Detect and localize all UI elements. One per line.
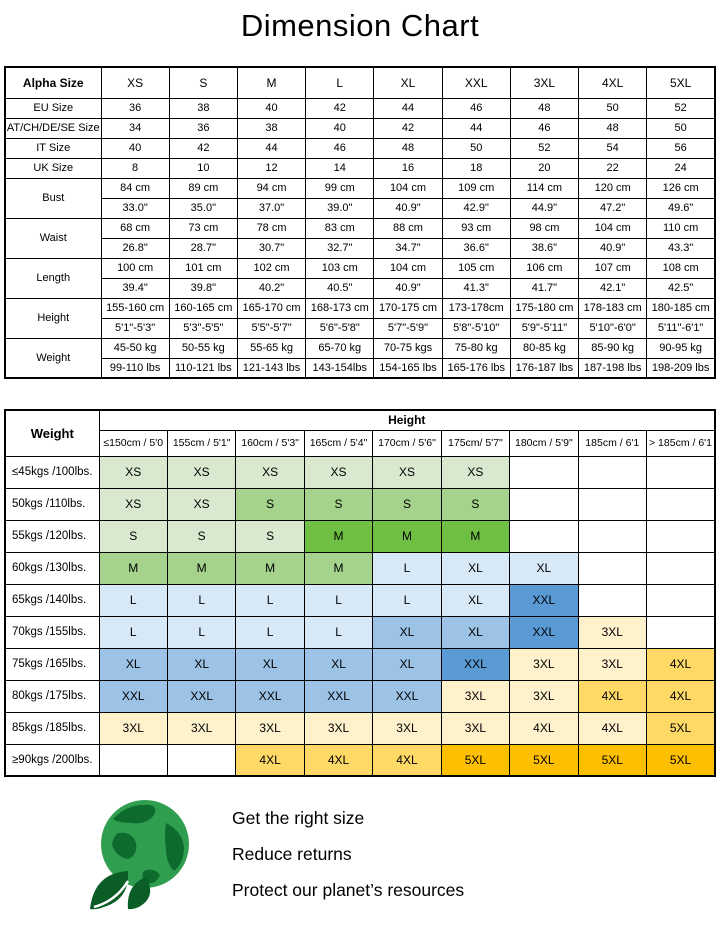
size-value: 42 (169, 138, 237, 158)
matrix-size-cell: L (99, 616, 167, 648)
size-row-label: UK Size (5, 158, 101, 178)
size-value: 12 (237, 158, 305, 178)
size-value: 98 cm (510, 218, 578, 238)
matrix-size-cell: 5XL (647, 712, 716, 744)
size-value: 35.0" (169, 198, 237, 218)
size-value: 42.9" (442, 198, 510, 218)
size-value: 104 cm (374, 178, 442, 198)
weight-row-label: 75kgs /165lbs. (5, 648, 99, 680)
matrix-size-cell: XXL (99, 680, 167, 712)
matrix-size-cell: 4XL (510, 712, 578, 744)
size-table (4, 66, 716, 379)
alpha-size-value: XXL (442, 67, 510, 98)
matrix-row (5, 552, 715, 584)
matrix-size-cell: XS (373, 456, 441, 488)
size-value: 39.4" (101, 278, 169, 298)
matrix-row (5, 584, 715, 616)
size-value: 22 (579, 158, 647, 178)
size-value: 40 (101, 138, 169, 158)
size-value: 46 (442, 98, 510, 118)
matrix-size-cell: 3XL (236, 712, 304, 744)
size-value: 39.0" (306, 198, 374, 218)
matrix-size-cell: 3XL (510, 680, 578, 712)
height-column-label: 165cm / 5'4" (304, 430, 372, 456)
matrix-size-cell: 4XL (373, 744, 441, 776)
weight-corner-label: Weight (5, 410, 99, 456)
size-value: 39.8" (169, 278, 237, 298)
size-value: 50-55 kg (169, 338, 237, 358)
size-value: 46 (510, 118, 578, 138)
matrix-row (5, 456, 715, 488)
size-row-label: EU Size (5, 98, 101, 118)
size-value: 40.9" (579, 238, 647, 258)
matrix-size-cell: 4XL (578, 712, 646, 744)
matrix-size-cell: L (167, 616, 235, 648)
height-column-label: > 185cm / 6'1 (647, 430, 716, 456)
size-value: 36 (101, 98, 169, 118)
size-row-label: Weight (5, 338, 101, 378)
matrix-columns-row (5, 430, 715, 456)
size-value: 154-165 lbs (374, 358, 442, 378)
size-value: 99 cm (306, 178, 374, 198)
matrix-size-cell: XS (167, 456, 235, 488)
size-value: 165-176 lbs (442, 358, 510, 378)
matrix-size-cell: XL (99, 648, 167, 680)
size-value: 160-165 cm (169, 298, 237, 318)
weight-row-label: 50kgs /110lbs. (5, 488, 99, 520)
matrix-size-cell: XXL (373, 680, 441, 712)
matrix-size-cell: 5XL (441, 744, 509, 776)
size-value: 89 cm (169, 178, 237, 198)
size-value: 38 (169, 98, 237, 118)
size-value: 68 cm (101, 218, 169, 238)
size-value: 85-90 kg (579, 338, 647, 358)
size-value: 52 (647, 98, 715, 118)
matrix-size-cell: 4XL (578, 680, 646, 712)
size-value: 110 cm (647, 218, 715, 238)
matrix-row (5, 488, 715, 520)
height-column-label: 160cm / 5'3" (236, 430, 304, 456)
matrix-size-cell (647, 520, 716, 552)
size-row-label: Length (5, 258, 101, 298)
size-value: 46 (306, 138, 374, 158)
matrix-size-cell (647, 456, 716, 488)
matrix-size-cell: XL (373, 648, 441, 680)
matrix-row (5, 648, 715, 680)
size-value: 43.3" (647, 238, 715, 258)
matrix-size-cell: L (304, 616, 372, 648)
height-column-label: 170cm / 5'6" (373, 430, 441, 456)
size-value: 178-183 cm (579, 298, 647, 318)
size-value: 36.6" (442, 238, 510, 258)
size-value: 88 cm (374, 218, 442, 238)
size-value: 14 (306, 158, 374, 178)
weight-row-label: 80kgs /175lbs. (5, 680, 99, 712)
size-value: 84 cm (101, 178, 169, 198)
alpha-size-row (5, 67, 715, 98)
size-value: 30.7" (237, 238, 305, 258)
size-row (5, 98, 715, 118)
matrix-header-row (5, 410, 715, 430)
size-value: 93 cm (442, 218, 510, 238)
size-value: 50 (579, 98, 647, 118)
matrix-size-cell: M (304, 520, 372, 552)
matrix-size-cell: XL (441, 584, 509, 616)
size-value: 104 cm (579, 218, 647, 238)
size-value: 42 (374, 118, 442, 138)
size-value: 198-209 lbs (647, 358, 715, 378)
matrix-size-cell: XXL (510, 584, 578, 616)
matrix-size-cell: XXL (304, 680, 372, 712)
size-row (5, 258, 715, 278)
height-column-label: 180cm / 5'9" (510, 430, 578, 456)
matrix-row (5, 680, 715, 712)
size-value: 56 (647, 138, 715, 158)
size-value: 120 cm (579, 178, 647, 198)
matrix-size-cell: M (236, 552, 304, 584)
size-value: 105 cm (442, 258, 510, 278)
matrix-size-cell (510, 456, 578, 488)
size-row (5, 278, 715, 298)
size-value: 100 cm (101, 258, 169, 278)
size-value: 42 (306, 98, 374, 118)
size-value: 40 (237, 98, 305, 118)
size-value: 42.5" (647, 278, 715, 298)
size-value: 8 (101, 158, 169, 178)
matrix-size-cell: L (167, 584, 235, 616)
matrix-size-cell: XS (99, 488, 167, 520)
size-value: 18 (442, 158, 510, 178)
size-value: 40.5" (306, 278, 374, 298)
size-value: 107 cm (579, 258, 647, 278)
size-value: 5'1"-5'3" (101, 318, 169, 338)
matrix-size-cell: 4XL (304, 744, 372, 776)
matrix-size-cell: L (304, 584, 372, 616)
height-column-label: 155cm / 5'1" (167, 430, 235, 456)
alpha-size-value: M (237, 67, 305, 98)
matrix-size-cell (647, 584, 716, 616)
size-value: 180-185 cm (647, 298, 715, 318)
matrix-size-cell: XS (304, 456, 372, 488)
matrix-size-cell: 3XL (99, 712, 167, 744)
size-row (5, 138, 715, 158)
size-row (5, 298, 715, 318)
size-value: 44.9" (510, 198, 578, 218)
matrix-size-cell (578, 584, 646, 616)
matrix-size-cell: 5XL (647, 744, 716, 776)
size-value: 5'8"-5'10" (442, 318, 510, 338)
matrix-size-cell: 3XL (441, 680, 509, 712)
matrix-size-cell: 4XL (647, 680, 716, 712)
size-value: 40 (306, 118, 374, 138)
matrix-size-cell (578, 520, 646, 552)
alpha-size-label: Alpha Size (5, 67, 101, 98)
page-title: Dimension Chart (240, 8, 480, 43)
matrix-table-body (5, 410, 715, 776)
matrix-size-cell: XL (167, 648, 235, 680)
size-value: 52 (510, 138, 578, 158)
size-row-label: IT Size (5, 138, 101, 158)
size-value: 10 (169, 158, 237, 178)
size-value: 80-85 kg (510, 338, 578, 358)
matrix-size-cell: 4XL (647, 648, 716, 680)
footer-taglines (232, 808, 464, 901)
size-value: 170-175 cm (374, 298, 442, 318)
size-row (5, 158, 715, 178)
matrix-size-cell: 4XL (236, 744, 304, 776)
matrix-size-cell (578, 488, 646, 520)
size-value: 40.2" (237, 278, 305, 298)
size-value: 104 cm (374, 258, 442, 278)
matrix-size-cell: XXL (510, 616, 578, 648)
size-row (5, 198, 715, 218)
size-value: 65-70 kg (306, 338, 374, 358)
matrix-size-cell: XXL (236, 680, 304, 712)
size-value: 5'3"-5'5" (169, 318, 237, 338)
matrix-size-cell: XL (304, 648, 372, 680)
size-value: 33.0" (101, 198, 169, 218)
alpha-size-value: L (306, 67, 374, 98)
size-value: 83 cm (306, 218, 374, 238)
height-header-label: Height (99, 410, 715, 430)
size-value: 126 cm (647, 178, 715, 198)
matrix-size-cell: XXL (441, 648, 509, 680)
matrix-size-cell (578, 456, 646, 488)
size-row (5, 318, 715, 338)
weight-row-label: 55kgs /120lbs. (5, 520, 99, 552)
matrix-size-cell: 3XL (578, 648, 646, 680)
matrix-size-cell: XS (99, 456, 167, 488)
matrix-size-cell: S (304, 488, 372, 520)
height-column-label: 185cm / 6'1 (578, 430, 646, 456)
size-value: 50 (442, 138, 510, 158)
weight-row-label: 85kgs /185lbs. (5, 712, 99, 744)
matrix-size-cell (647, 552, 716, 584)
matrix-size-cell: S (167, 520, 235, 552)
matrix-size-cell: XXL (167, 680, 235, 712)
matrix-size-cell: L (236, 616, 304, 648)
size-value: 24 (647, 158, 715, 178)
size-value: 38 (237, 118, 305, 138)
size-value: 34 (101, 118, 169, 138)
size-value: 44 (442, 118, 510, 138)
size-value: 50 (647, 118, 715, 138)
matrix-size-cell: L (99, 584, 167, 616)
matrix-size-cell: M (304, 552, 372, 584)
alpha-size-value: 4XL (579, 67, 647, 98)
size-value: 48 (579, 118, 647, 138)
size-value: 44 (374, 98, 442, 118)
size-value: 70-75 kgs (374, 338, 442, 358)
size-row-label: Height (5, 298, 101, 338)
size-value: 36 (169, 118, 237, 138)
matrix-size-cell: 3XL (304, 712, 372, 744)
size-value: 109 cm (442, 178, 510, 198)
size-value: 48 (510, 98, 578, 118)
matrix-size-cell: S (236, 488, 304, 520)
size-value: 155-160 cm (101, 298, 169, 318)
weight-row-label: 70kgs /155lbs. (5, 616, 99, 648)
matrix-size-cell: XS (167, 488, 235, 520)
size-value: 55-65 kg (237, 338, 305, 358)
matrix-size-cell: XL (510, 552, 578, 584)
size-row (5, 118, 715, 138)
footer-tagline-3: Protect our planet’s resources (232, 879, 465, 900)
size-row (5, 358, 715, 378)
size-value: 94 cm (237, 178, 305, 198)
size-value: 168-173 cm (306, 298, 374, 318)
matrix-row (5, 744, 715, 776)
size-value: 165-170 cm (237, 298, 305, 318)
size-value: 41.3" (442, 278, 510, 298)
size-row-label: Waist (5, 218, 101, 258)
size-value: 5'11"-6'1" (647, 318, 715, 338)
matrix-size-cell: S (99, 520, 167, 552)
footer-tagline-1: Get the right size (232, 807, 365, 828)
size-table-body (5, 67, 715, 378)
height-column-label: 175cm/ 5'7" (441, 430, 509, 456)
alpha-size-value: S (169, 67, 237, 98)
matrix-size-cell (578, 552, 646, 584)
size-value: 78 cm (237, 218, 305, 238)
matrix-size-cell: 3XL (373, 712, 441, 744)
size-value: 5'7"-5'9" (374, 318, 442, 338)
size-value: 40.9" (374, 278, 442, 298)
matrix-size-cell (647, 488, 716, 520)
matrix-row (5, 616, 715, 648)
size-value: 90-95 kg (647, 338, 715, 358)
size-value: 5'6"-5'8" (306, 318, 374, 338)
size-value: 54 (579, 138, 647, 158)
size-value: 102 cm (237, 258, 305, 278)
matrix-size-cell: S (373, 488, 441, 520)
size-value: 99-110 lbs (101, 358, 169, 378)
size-value: 42.1" (579, 278, 647, 298)
matrix-size-cell (510, 488, 578, 520)
matrix-size-cell: S (236, 520, 304, 552)
size-value: 173-178cm (442, 298, 510, 318)
size-row (5, 338, 715, 358)
size-row-label: Bust (5, 178, 101, 218)
size-value: 114 cm (510, 178, 578, 198)
size-value: 37.0" (237, 198, 305, 218)
size-value: 5'9"-5'11" (510, 318, 578, 338)
alpha-size-value: XS (101, 67, 169, 98)
matrix-size-cell: L (236, 584, 304, 616)
alpha-size-value: XL (374, 67, 442, 98)
size-value: 49.6" (647, 198, 715, 218)
matrix-size-cell: XS (236, 456, 304, 488)
matrix-size-cell: 5XL (578, 744, 646, 776)
matrix-size-cell: M (99, 552, 167, 584)
size-row-label: AT/CH/DE/SE Size (5, 118, 101, 138)
matrix-size-cell: M (373, 520, 441, 552)
size-value: 41.7" (510, 278, 578, 298)
size-value: 103 cm (306, 258, 374, 278)
size-value: 45-50 kg (101, 338, 169, 358)
matrix-size-cell (167, 744, 235, 776)
size-value: 101 cm (169, 258, 237, 278)
size-value: 40.9" (374, 198, 442, 218)
size-value: 176-187 lbs (510, 358, 578, 378)
matrix-size-cell: M (441, 520, 509, 552)
size-value: 187-198 lbs (579, 358, 647, 378)
matrix-size-cell (99, 744, 167, 776)
size-value: 16 (374, 158, 442, 178)
alpha-size-value: 3XL (510, 67, 578, 98)
size-value: 20 (510, 158, 578, 178)
size-row (5, 218, 715, 238)
matrix-size-cell: L (373, 552, 441, 584)
size-value: 108 cm (647, 258, 715, 278)
size-row (5, 238, 715, 258)
matrix-size-cell: XS (441, 456, 509, 488)
matrix-row (5, 520, 715, 552)
size-row (5, 178, 715, 198)
footer (88, 797, 720, 911)
size-value: 5'5"-5'7" (237, 318, 305, 338)
weight-row-label: ≤45kgs /100lbs. (5, 456, 99, 488)
size-value: 143-154lbs (306, 358, 374, 378)
height-weight-matrix-table (4, 409, 716, 777)
matrix-size-cell (647, 616, 716, 648)
matrix-size-cell (510, 520, 578, 552)
eco-globe-logo (88, 797, 194, 911)
matrix-size-cell: S (441, 488, 509, 520)
size-value: 26.8" (101, 238, 169, 258)
weight-row-label: 60kgs /130lbs. (5, 552, 99, 584)
matrix-size-cell: XL (236, 648, 304, 680)
size-value: 28.7" (169, 238, 237, 258)
size-value: 47.2" (579, 198, 647, 218)
matrix-row (5, 712, 715, 744)
matrix-size-cell: XL (441, 616, 509, 648)
size-value: 73 cm (169, 218, 237, 238)
matrix-size-cell: 3XL (578, 616, 646, 648)
size-value: 34.7" (374, 238, 442, 258)
matrix-size-cell: L (373, 584, 441, 616)
weight-row-label: 65kgs /140lbs. (5, 584, 99, 616)
height-column-label: ≤150cm / 5'0 (99, 430, 167, 456)
matrix-size-cell: 3XL (167, 712, 235, 744)
footer-tagline-2: Reduce returns (232, 843, 352, 864)
size-value: 75-80 kg (442, 338, 510, 358)
size-value: 5'10"-6'0" (579, 318, 647, 338)
matrix-size-cell: XL (441, 552, 509, 584)
size-value: 110-121 lbs (169, 358, 237, 378)
weight-row-label: ≥90kgs /200lbs. (5, 744, 99, 776)
size-value: 44 (237, 138, 305, 158)
matrix-size-cell: XL (373, 616, 441, 648)
size-value: 106 cm (510, 258, 578, 278)
size-value: 175-180 cm (510, 298, 578, 318)
size-value: 48 (374, 138, 442, 158)
matrix-size-cell: 3XL (510, 648, 578, 680)
matrix-size-cell: M (167, 552, 235, 584)
matrix-size-cell: 5XL (510, 744, 578, 776)
size-value: 121-143 lbs (237, 358, 305, 378)
matrix-size-cell: 3XL (441, 712, 509, 744)
size-value: 38.6" (510, 238, 578, 258)
alpha-size-value: 5XL (647, 67, 715, 98)
size-value: 32.7" (306, 238, 374, 258)
